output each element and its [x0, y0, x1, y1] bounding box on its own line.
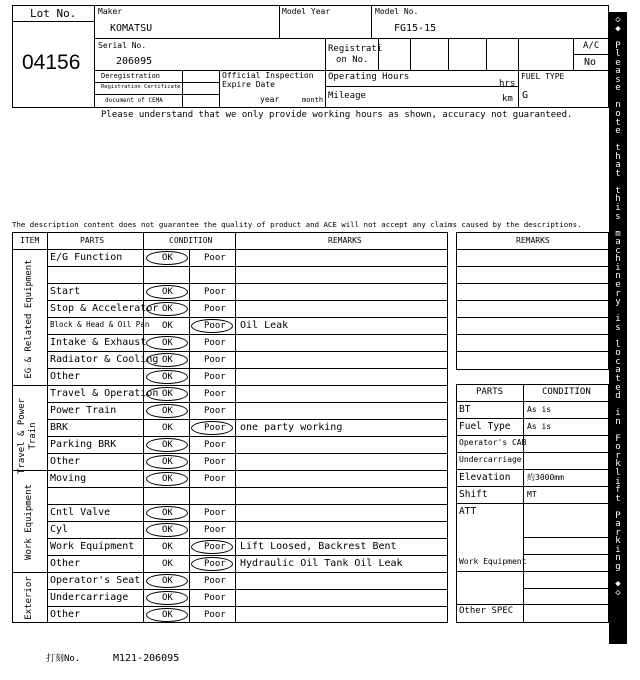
right-header-underline: [456, 401, 609, 402]
row-line: [47, 419, 448, 420]
right-other-spec-label: Other SPEC: [459, 606, 514, 616]
vline-reg-2: [410, 38, 411, 70]
right-row-condition: As is: [527, 422, 552, 431]
header-ac-line: [573, 54, 609, 55]
row-line: [47, 300, 448, 301]
right-row-part: ATT: [459, 506, 477, 517]
model-no-value: FG15-15: [394, 23, 437, 34]
vline-dereg: [182, 70, 183, 108]
row-part-label: Undercarriage: [50, 592, 129, 603]
row-part-label: Cyl: [50, 524, 69, 535]
right-row-part: Shift: [459, 489, 488, 500]
row-part-label: Start: [50, 286, 81, 297]
right-work-equipment-label: Work Equipment: [459, 557, 527, 566]
year-label: year: [260, 95, 280, 104]
poor-selected-marker: [191, 557, 233, 571]
row-poor-option: Poor: [204, 474, 226, 484]
row-ok-option: OK: [162, 372, 173, 382]
right-row-part: Fuel Type: [459, 421, 511, 432]
ok-selected-marker: [146, 370, 188, 384]
row-poor-option: Poor: [204, 508, 226, 518]
stamp-value: M121-206095: [113, 653, 180, 664]
col-header-remarks: REMARKS: [328, 236, 362, 245]
row-part-label: Block & Head & Oil Pan: [50, 320, 150, 329]
ac-label: A/C: [583, 41, 600, 51]
stamp-label: 打刻No.: [46, 654, 81, 664]
right-remarks-row-line: [456, 300, 609, 301]
fuel-type-value: G: [522, 90, 529, 101]
row-line: [47, 436, 448, 437]
right-remarks-row-line: [456, 249, 609, 250]
ok-selected-marker: [146, 285, 188, 299]
disclaimer: The description content does not guarantee the quality of product and ACE will not accept any claims caused by the descriptions.: [12, 220, 582, 229]
right-parts-header: PARTS: [476, 387, 504, 397]
col-header-parts: PARTS: [80, 236, 105, 245]
right-row-line: [456, 418, 609, 419]
poor-selected-marker: [191, 540, 233, 554]
maker-value: KOMATSU: [110, 23, 153, 34]
vline-ac: [573, 38, 574, 70]
col-line-remarks: [235, 232, 236, 623]
row-part-label: Cntl Valve: [50, 507, 111, 518]
ok-selected-marker: [146, 455, 188, 469]
row-line: [47, 521, 448, 522]
row-part-label: Moving: [50, 473, 87, 484]
right-row-condition: 約3000mm: [527, 473, 564, 482]
row-line: [47, 453, 448, 454]
header-row-line-3: [94, 82, 219, 83]
row-ok-option: OK: [162, 389, 173, 399]
row-poor-option: Poor: [204, 253, 226, 263]
row-part-label: Travel & Operation: [50, 388, 159, 399]
vline-registration: [325, 38, 326, 108]
header-row-line-4: [94, 94, 219, 95]
row-ok-option: OK: [162, 610, 173, 620]
row-line: [12, 385, 448, 386]
ok-selected-marker: [146, 387, 188, 401]
right-row-part: Elevation: [459, 472, 511, 483]
fuel-type-label: FUEL TYPE: [521, 72, 565, 81]
section-label-work: Work Equipment: [24, 484, 34, 560]
hrs-label: hrs: [499, 79, 516, 89]
row-line: [47, 283, 448, 284]
vline-inspection: [219, 70, 220, 108]
ok-selected-marker: [146, 591, 188, 605]
registration-certificate-label: Registration Certificate: [101, 84, 181, 90]
right-remarks-row-line: [456, 351, 609, 352]
header-row-line-2: [94, 70, 609, 71]
row-line: [47, 351, 448, 352]
right-remarks-row-line: [456, 266, 609, 267]
row-part-label: Radiator & Cooling: [50, 354, 159, 365]
row-line: [47, 368, 448, 369]
row-ok-option: OK: [162, 253, 173, 263]
model-no-label: Model No.: [375, 7, 419, 16]
row-line: [12, 572, 448, 573]
row-poor-option: Poor: [204, 287, 226, 297]
right-remarks-row-line: [456, 283, 609, 284]
lot-number: 04156: [22, 51, 81, 74]
row-ok-option: OK: [162, 440, 173, 450]
row-ok-option: OK: [162, 338, 173, 348]
row-ok-option: OK: [162, 593, 173, 603]
mileage-label: Mileage: [328, 91, 366, 101]
row-part-label: Power Train: [50, 405, 117, 416]
row-line: [47, 504, 448, 505]
row-line: [47, 589, 448, 590]
row-line: [47, 538, 448, 539]
row-ok-option: OK: [162, 542, 173, 552]
right-row-part: BT: [459, 404, 471, 415]
right-row-condition: MT: [527, 490, 537, 499]
row-poor-option: Poor: [204, 610, 226, 620]
right-att-line: [523, 537, 609, 538]
row-part-label: Other: [50, 609, 81, 620]
ac-value: No: [584, 57, 597, 68]
row-part-label: Other: [50, 456, 81, 467]
row-ok-option: OK: [162, 321, 173, 331]
right-row-line: [456, 435, 609, 436]
row-part-label: Intake & Exhaust: [50, 337, 147, 348]
row-poor-option: Poor: [204, 372, 226, 382]
row-remark: Lift Loosed, Backrest Bent: [240, 541, 397, 552]
header-row-line-5: [325, 86, 518, 87]
hours-notice: Please understand that we only provide working hours as shown, accuracy not guaranteed.: [101, 110, 573, 120]
inspection-label-line1: Official Inspection: [222, 71, 314, 80]
model-year-label: Model Year: [282, 7, 331, 16]
vline-reg-1: [378, 38, 379, 70]
location-notice-sidebar: [609, 12, 627, 644]
right-row-condition: As is: [527, 405, 552, 414]
right-remarks-header: REMARKS: [516, 236, 550, 245]
ok-selected-marker: [146, 472, 188, 486]
row-poor-option: Poor: [204, 338, 226, 348]
maker-label: Maker: [98, 7, 123, 16]
row-part-label: Parking BRK: [50, 439, 117, 450]
row-line: [47, 487, 448, 488]
row-poor-option: Poor: [204, 593, 226, 603]
vline-model-year: [279, 5, 280, 38]
col-header-condition: CONDITION: [169, 236, 213, 245]
right-row-part: Undercarriage: [459, 455, 522, 464]
row-ok-option: OK: [162, 304, 173, 314]
row-poor-option: Poor: [204, 559, 226, 569]
right-remarks-row-line: [456, 317, 609, 318]
row-line: [47, 266, 448, 267]
row-line: [47, 317, 448, 318]
row-poor-option: Poor: [204, 542, 226, 552]
row-ok-option: OK: [162, 457, 173, 467]
col-line-parts: [47, 232, 48, 623]
vline-reg-5: [518, 38, 519, 108]
row-part-label: Other: [50, 371, 81, 382]
right-other-spec-line: [456, 604, 523, 605]
ok-selected-marker: [146, 302, 188, 316]
ok-selected-marker: [146, 523, 188, 537]
poor-selected-marker: [191, 421, 233, 435]
deregistration-label: Deregistration: [101, 72, 161, 80]
col-line-condition: [143, 232, 144, 623]
row-part-label: BRK: [50, 422, 69, 433]
operating-hours-label: Operating Hours: [328, 72, 410, 82]
header-row-line-1: [94, 38, 609, 39]
section-label-travel: [17, 396, 41, 476]
lot-label-underline: [12, 21, 95, 22]
row-remark: Oil Leak: [240, 320, 289, 331]
location-notice-text: ◇ ◆ P l e a s e n o t e t h a t t h i s m a c h i n e r y i s l o c a t e d i n F o r k l i f t P a r k i n g ◆ ◇: [615, 15, 621, 598]
row-part-label: E/G Function: [50, 252, 123, 263]
row-ok-option: OK: [162, 508, 173, 518]
inspection-label-line2: Expire Date: [222, 80, 275, 89]
row-ok-option: OK: [162, 287, 173, 297]
row-poor-option: Poor: [204, 304, 226, 314]
row-ok-option: OK: [162, 406, 173, 416]
row-line: [47, 334, 448, 335]
vline-model-no: [371, 5, 372, 38]
right-work-equipment-line: [456, 571, 523, 572]
right-remarks-table: [456, 232, 609, 370]
right-att-line: [523, 604, 609, 605]
row-remark: one party working: [240, 422, 343, 433]
right-att-line: [523, 571, 609, 572]
ok-selected-marker: [146, 353, 188, 367]
cema-label: document of CEMA: [105, 97, 163, 104]
ok-selected-marker: [146, 251, 188, 265]
row-poor-option: Poor: [204, 406, 226, 416]
row-ok-option: OK: [162, 576, 173, 586]
right-remarks-row-line: [456, 334, 609, 335]
row-part-label: Stop & Accelerator: [50, 303, 159, 314]
vline-reg-4: [486, 38, 487, 70]
header-box: [12, 5, 609, 108]
col-header-item: ITEM: [20, 236, 40, 245]
row-poor-option: Poor: [204, 457, 226, 467]
ok-selected-marker: [146, 404, 188, 418]
row-ok-option: OK: [162, 355, 173, 365]
right-row-line: [456, 503, 609, 504]
km-label: km: [502, 94, 513, 104]
poor-selected-marker: [191, 319, 233, 333]
row-poor-option: Poor: [204, 389, 226, 399]
row-ok-option: OK: [162, 559, 173, 569]
right-row-line: [456, 486, 609, 487]
row-ok-option: OK: [162, 525, 173, 535]
right-row-part: Operator's CAB: [459, 438, 527, 447]
section-label-exterior: Exterior: [24, 576, 34, 620]
row-ok-option: OK: [162, 474, 173, 484]
ok-selected-marker: [146, 608, 188, 622]
row-ok-option: OK: [162, 423, 173, 433]
ok-selected-marker: [146, 574, 188, 588]
ok-selected-marker: [146, 506, 188, 520]
row-poor-option: Poor: [204, 423, 226, 433]
row-remark: Hydraulic Oil Tank Oil Leak: [240, 558, 403, 569]
row-poor-option: Poor: [204, 576, 226, 586]
row-part-label: Work Equipment: [50, 541, 135, 552]
header-underline: [12, 249, 448, 250]
serial-label: Serial No.: [98, 41, 147, 50]
lot-label: Lot No.: [30, 7, 77, 20]
section-label-eg: EG & Related Equipment: [24, 259, 34, 379]
row-poor-option: Poor: [204, 440, 226, 450]
vline-reg-3: [448, 38, 449, 70]
row-line: [47, 606, 448, 607]
row-poor-option: Poor: [204, 525, 226, 535]
row-part-label: Operator's Seat: [50, 575, 141, 586]
right-row-line: [456, 452, 609, 453]
row-poor-option: Poor: [204, 355, 226, 365]
section-label-travel-text: Travel & Power Train: [17, 398, 38, 474]
registration-label-line1: Registrati: [328, 44, 383, 54]
row-line: [47, 555, 448, 556]
right-condition-header: CONDITION: [542, 387, 591, 397]
right-att-line: [523, 588, 609, 589]
ok-selected-marker: [146, 336, 188, 350]
row-poor-option: Poor: [204, 321, 226, 331]
row-part-label: Other: [50, 558, 81, 569]
right-row-line: [456, 469, 609, 470]
ok-selected-marker: [146, 438, 188, 452]
month-label: month: [302, 96, 324, 104]
row-line: [47, 402, 448, 403]
serial-value: 206095: [116, 56, 153, 67]
row-line: [12, 470, 448, 471]
right-att-line: [523, 554, 609, 555]
registration-label-line2: on No.: [336, 55, 369, 65]
